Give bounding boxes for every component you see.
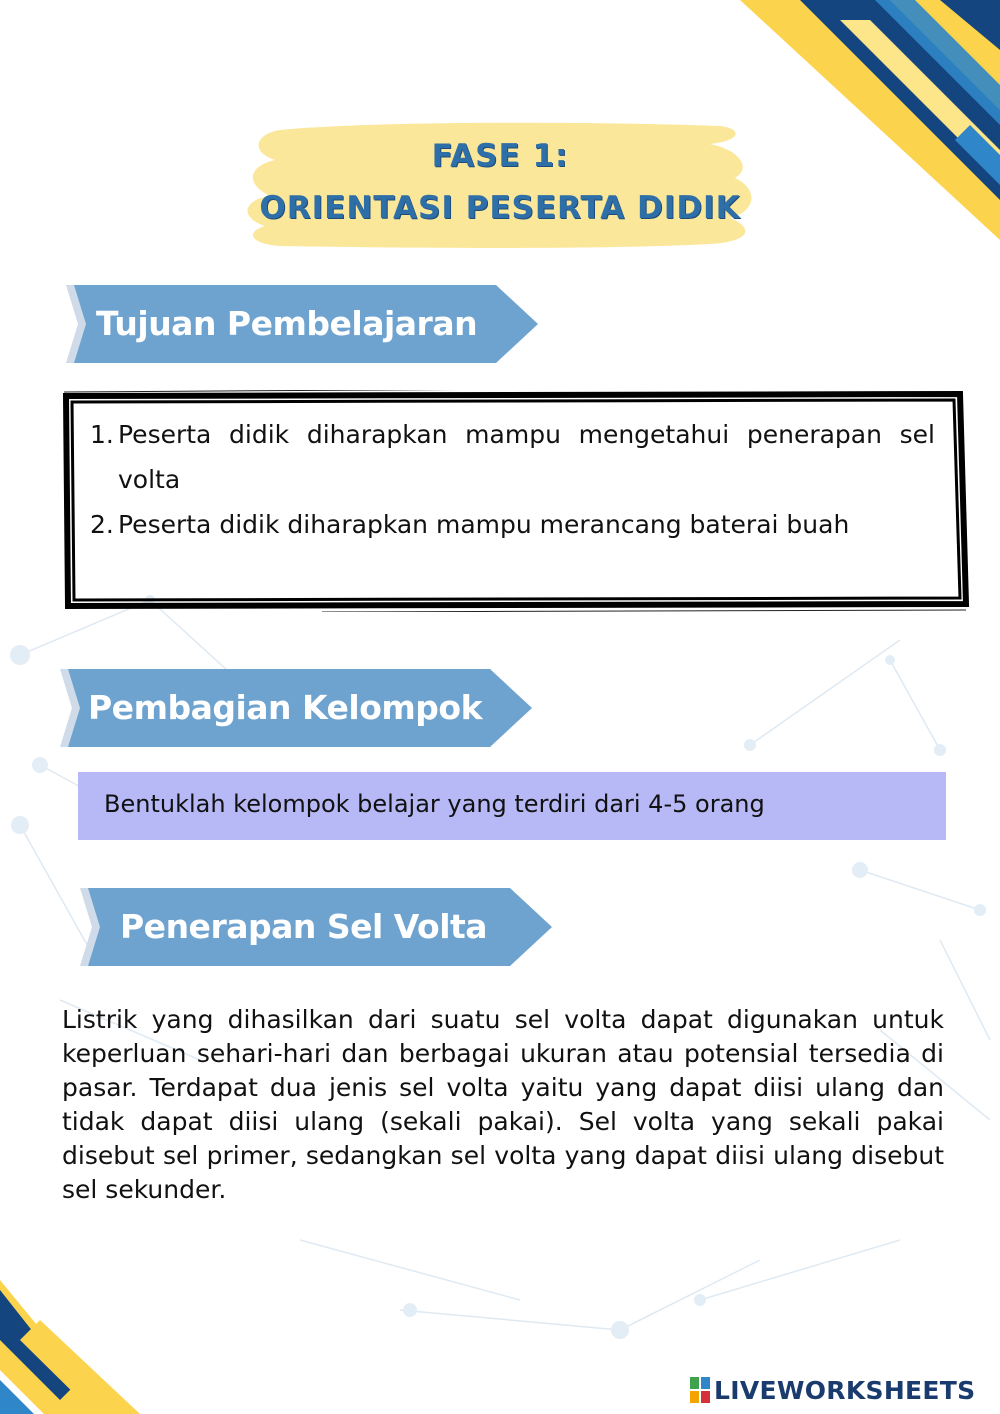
list-item-number: 1. xyxy=(90,420,114,449)
corner-decoration-bottom xyxy=(0,1280,140,1414)
page-title xyxy=(240,120,760,250)
list-item-text: Peserta didik diharapkan mampu mengetahui penerapan sel volta xyxy=(118,420,935,494)
liveworksheets-logo-text: LIVEWORKSHEETS xyxy=(714,1376,976,1405)
group-instruction-text: Bentuklah kelompok belajar yang terdiri dari 4-5 orang xyxy=(104,790,765,818)
list-item xyxy=(90,412,935,502)
liveworksheets-logo-icon xyxy=(690,1377,710,1403)
goals-list xyxy=(90,412,935,547)
section-banner-goals xyxy=(66,285,546,363)
section-heading-goals: Tujuan Pembelajaran xyxy=(96,304,478,343)
corner-decoration-top xyxy=(740,0,1000,240)
list-item xyxy=(90,502,935,547)
list-item-text: Peserta didik diharapkan mampu merancang baterai buah xyxy=(118,510,850,539)
section-banner-groups xyxy=(60,669,540,747)
section-heading-groups: Pembagian Kelompok xyxy=(88,688,483,727)
section-banner-volta xyxy=(80,888,560,966)
title-line-2: ORIENTASI PESERTA DIDIK xyxy=(259,190,741,226)
group-instruction-box xyxy=(78,772,946,840)
list-item-number: 2. xyxy=(90,510,114,539)
section-heading-volta: Penerapan Sel Volta xyxy=(120,907,488,946)
volta-paragraph: Listrik yang dihasilkan dari suatu sel volta dapat digunakan untuk keperluan sehari-hari dan berbagai ukuran atau potensial tersedia di pasar. Terdapat dua jenis sel volta yaitu yang dapat diisi ulang dan tidak dapat diisi ulang (sekali pakai). Sel volta yang sekali pakai disebut sel primer, sedangkan sel volta yang dapat diisi ulang disebut sel sekunder. xyxy=(62,1005,944,1204)
goals-box xyxy=(62,390,972,612)
title-line-1: FASE 1: xyxy=(431,138,569,174)
